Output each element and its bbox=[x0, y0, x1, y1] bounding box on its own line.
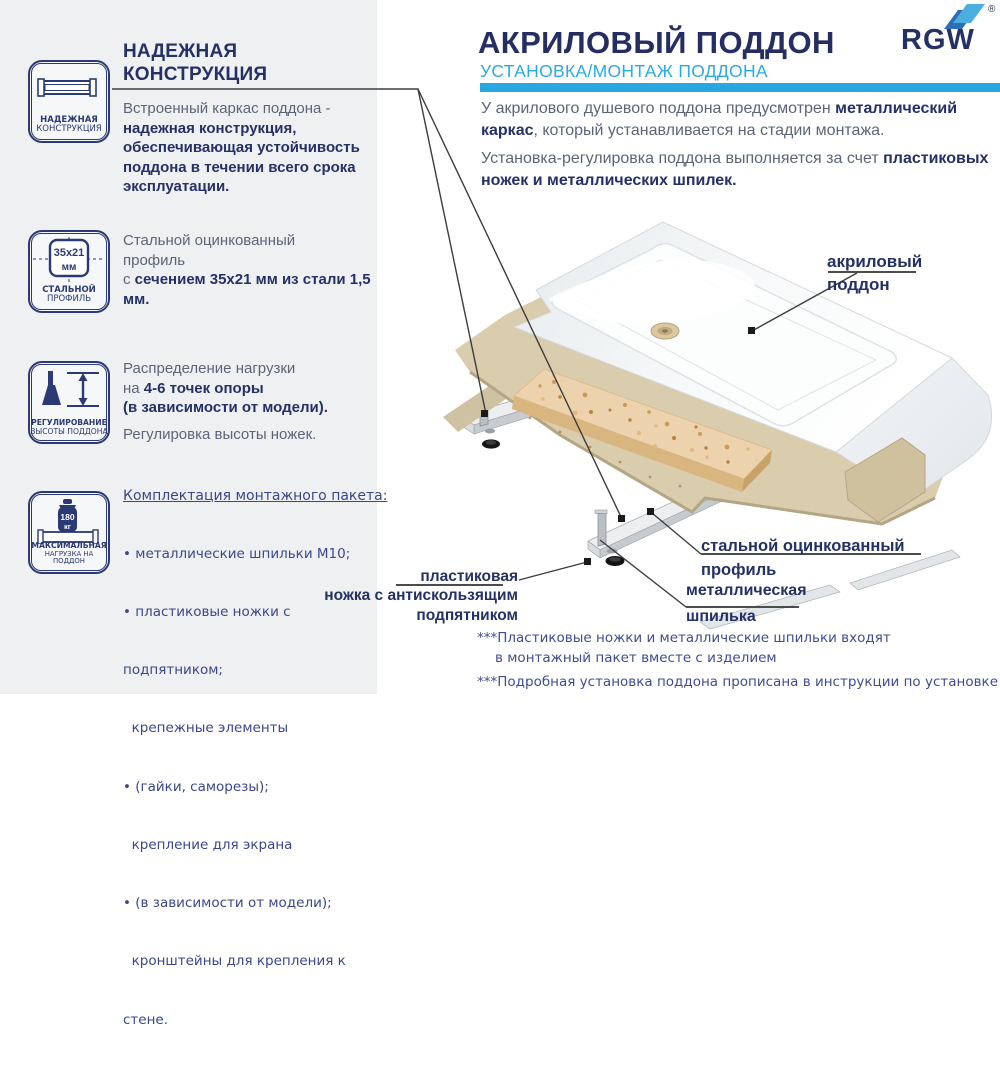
max-load-icon-box bbox=[28, 491, 110, 574]
list-item: стене. bbox=[123, 1011, 169, 1028]
logo-text: RGW bbox=[901, 24, 975, 54]
icon-caption: РЕГУЛИРОВАНИЕ bbox=[31, 418, 107, 427]
profile-section-icon bbox=[33, 237, 105, 283]
height-adjust-icon bbox=[33, 368, 105, 414]
accent-bar bbox=[480, 83, 1000, 92]
feature-text-3: Распределение нагрузки на 4-6 точек опоры (в зависимости от модели). Регулировка высоты ножек. bbox=[123, 360, 328, 443]
label-plastic-foot: пластиковая ножка с антискользящим подпятником bbox=[324, 568, 518, 624]
label-acrylic-tray: акриловый поддон bbox=[827, 252, 923, 294]
svg-text:мм: мм bbox=[61, 262, 77, 273]
package-list-title: Комплектация монтажного пакета: bbox=[123, 488, 388, 504]
icon-caption: ВЫСОТЫ ПОДДОНА bbox=[30, 426, 108, 436]
rgw-logo bbox=[900, 2, 998, 54]
feature-heading: НАДЕЖНАЯ КОНСТРУКЦИЯ bbox=[123, 41, 268, 85]
max-load-icon bbox=[33, 498, 105, 544]
intro-paragraph-1: У акрилового душевого поддона предусмотрен металлический каркас, который устанавливается на стадии монтажа. bbox=[481, 100, 958, 139]
icon-caption: МАКСИМАЛЬНАЯ bbox=[31, 541, 107, 551]
page-title: АКРИЛОВЫЙ ПОДДОН bbox=[478, 25, 835, 60]
list-item: крепежные элементы bbox=[123, 720, 289, 737]
feature-text-2a: Стальной оцинкованный профиль bbox=[123, 232, 296, 269]
footnote-2: ***Подробная установка поддона прописана в инструкции по установке bbox=[477, 674, 999, 690]
list-item: подпятником; bbox=[123, 662, 223, 679]
list-item: • (в зависимости от модели); bbox=[123, 895, 332, 912]
icon-caption: ПРОФИЛЬ bbox=[46, 294, 92, 305]
label-steel-profile: стальной оцинкованный профиль bbox=[701, 537, 905, 579]
list-item: крепление для экрана bbox=[123, 836, 293, 853]
reliable-construction-icon bbox=[28, 60, 110, 143]
svg-text:35х21: 35х21 bbox=[53, 247, 85, 259]
steel-profile-icon-box bbox=[28, 230, 110, 313]
list-item: • (гайки, саморезы); bbox=[123, 778, 269, 795]
list-item: кронштейны для крепления к bbox=[123, 953, 346, 970]
height-adjust-icon-box bbox=[28, 361, 110, 444]
list-item: • металлические шпильки М10; bbox=[123, 545, 351, 562]
intro-paragraph-2: Установка-регулировка поддона выполняется за счет пластиковых ножек и металлических шпилек. bbox=[481, 150, 989, 189]
svg-text:кг: кг bbox=[64, 522, 71, 531]
icon-caption: КОНСТРУКЦИЯ bbox=[36, 124, 102, 135]
icon-caption: НАГРУЗКА НА ПОДДОН bbox=[44, 549, 94, 566]
icon-caption: НАДЕЖНАЯ bbox=[40, 114, 98, 125]
label-metal-stud: металлическая шпилька bbox=[686, 582, 807, 625]
footnote-1: ***Пластиковые ножки и металлические шпильки входят в монтажный пакет вместе с изделием bbox=[477, 630, 891, 666]
feature-text-2b: с сечением 35х21 мм из стали 1,5 мм. bbox=[123, 271, 371, 308]
page-subtitle: УСТАНОВКА/МОНТАЖ ПОДДОНА bbox=[480, 61, 768, 81]
frame-profile-icon bbox=[33, 67, 105, 113]
registered-mark: ® bbox=[988, 4, 996, 15]
list-item: • пластиковые ножки с bbox=[123, 604, 291, 621]
icon-caption: СТАЛЬНОЙ bbox=[42, 284, 96, 295]
feature-text-1: Встроенный каркас поддона - надежная конструкция, обеспечивающая устойчивость поддона в течении всего срока эксплуатации. bbox=[123, 100, 360, 195]
svg-text:180: 180 bbox=[60, 512, 75, 522]
